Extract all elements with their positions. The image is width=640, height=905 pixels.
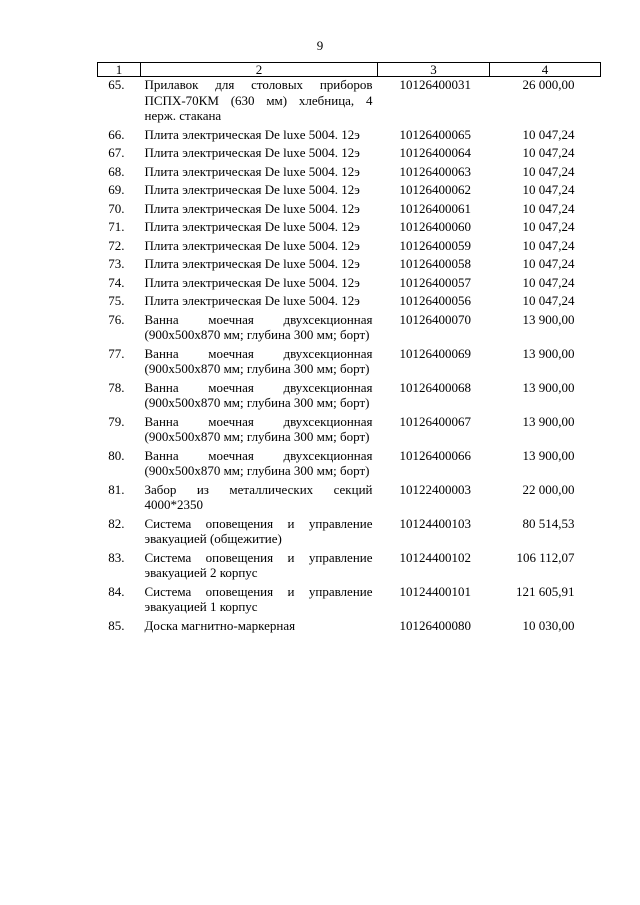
table-header xyxy=(98,63,601,77)
table-row xyxy=(98,516,601,550)
row-number: 81. xyxy=(108,481,125,497)
page-number: 9 xyxy=(316,38,324,53)
table-row xyxy=(98,238,601,257)
inventory-code: 10126400062 xyxy=(399,182,471,197)
item-cost: 10 047,24 xyxy=(522,126,575,142)
inventory-code: 10126400068 xyxy=(399,379,471,395)
table-row xyxy=(98,127,601,146)
table-row xyxy=(98,182,601,201)
inventory-code: 10126400031 xyxy=(399,77,471,92)
row-number: 70. xyxy=(108,200,125,216)
table-row xyxy=(98,414,601,448)
inventory-code: 10126400065 xyxy=(399,126,471,142)
item-cost: 10 047,24 xyxy=(522,237,575,253)
item-cost: 10 047,24 xyxy=(522,145,575,160)
inventory-code: 10126400058 xyxy=(399,256,471,271)
header-col-code: 3 xyxy=(378,63,490,77)
inventory-code: 10126400057 xyxy=(399,274,471,290)
table-body xyxy=(98,77,601,637)
table-row xyxy=(98,256,601,275)
item-cost: 13 900,00 xyxy=(522,345,575,361)
item-name: Система оповещения и управление эвакуацией 2 корпус xyxy=(144,549,373,580)
inventory-code: 10124400103 xyxy=(399,515,471,531)
row-number: 84. xyxy=(108,583,125,599)
header-col-number: 1 xyxy=(98,63,141,77)
item-name: Ванна моечная двухсекционная (900х500х870 мм; глубина 300 мм; борт) xyxy=(144,345,373,376)
table-row xyxy=(98,164,601,183)
table-row xyxy=(98,380,601,414)
item-name: Плита электрическая De luxe 5004. 12э xyxy=(144,126,360,142)
item-name: Плита электрическая De luxe 5004. 12э xyxy=(144,163,360,179)
inventory-code: 10126400056 xyxy=(399,293,471,308)
item-name: Ванна моечная двухсекционная (900х500х870 мм; глубина 300 мм; борт) xyxy=(144,413,373,444)
table-row xyxy=(98,550,601,584)
inventory-code: 10124400102 xyxy=(399,549,471,565)
table-row xyxy=(98,293,601,312)
inventory-code: 10126400059 xyxy=(399,237,471,253)
inventory-code: 10122400003 xyxy=(399,481,471,497)
item-cost: 13 900,00 xyxy=(522,413,575,429)
inventory-code: 10126400061 xyxy=(399,200,471,216)
item-cost: 10 047,24 xyxy=(522,256,575,271)
row-number: 72. xyxy=(108,237,125,253)
item-cost: 10 047,24 xyxy=(522,200,575,216)
inventory-code: 10126400064 xyxy=(399,145,471,160)
item-cost: 13 900,00 xyxy=(522,379,575,395)
header-col-name: 2 xyxy=(141,63,378,77)
item-name: Система оповещения и управление эвакуацией 1 корпус xyxy=(144,583,373,614)
inventory-code: 10124400101 xyxy=(399,583,471,599)
row-number: 73. xyxy=(108,256,125,271)
row-number: 79. xyxy=(108,413,125,429)
item-name: Плита электрическая De luxe 5004. 12э xyxy=(144,274,360,290)
row-number: 65. xyxy=(108,77,125,92)
table-row xyxy=(98,312,601,346)
inventory-code: 10126400060 xyxy=(399,219,471,234)
item-name: Система оповещения и управление эвакуацией (общежитие) xyxy=(144,515,373,546)
item-name: Плита электрическая De luxe 5004. 12э xyxy=(144,219,360,234)
item-name: Ванна моечная двухсекционная (900х500х870 мм; глубина 300 мм; борт) xyxy=(144,311,373,342)
item-cost: 106 112,07 xyxy=(516,549,575,565)
item-cost: 10 030,00 xyxy=(522,617,575,633)
row-number: 76. xyxy=(108,311,125,327)
item-cost: 10 047,24 xyxy=(522,274,575,290)
row-number: 78. xyxy=(108,379,125,395)
row-number: 77. xyxy=(108,345,125,361)
header-row xyxy=(98,63,601,77)
item-name: Плита электрическая De luxe 5004. 12э xyxy=(144,293,360,308)
row-number: 71. xyxy=(108,219,125,234)
inventory-code: 10126400063 xyxy=(399,163,471,179)
inventory-code: 10126400080 xyxy=(399,617,471,633)
table-row xyxy=(98,346,601,380)
item-name: Ванна моечная двухсекционная (900х500х870 мм; глубина 300 мм; борт) xyxy=(144,447,373,478)
item-cost: 10 047,24 xyxy=(522,182,575,197)
row-number: 82. xyxy=(108,515,125,531)
item-cost: 22 000,00 xyxy=(522,481,575,497)
table-row xyxy=(98,275,601,294)
item-name: Плита электрическая De luxe 5004. 12э xyxy=(144,237,360,253)
table-row xyxy=(98,77,601,127)
item-name: Плита электрическая De luxe 5004. 12э xyxy=(144,182,360,197)
item-name: Доска магнитно-маркерная xyxy=(144,617,296,633)
item-name: Прилавок для столовых приборов ПСПХ-70КМ (630 мм) хлебница, 4 нерж. стакана xyxy=(144,77,373,123)
table-row xyxy=(98,201,601,220)
row-number: 85. xyxy=(108,617,125,633)
row-number: 67. xyxy=(108,145,125,160)
header-col-cost: 4 xyxy=(490,63,601,77)
row-number: 68. xyxy=(108,163,125,179)
table-row xyxy=(98,145,601,164)
inventory-code: 10126400067 xyxy=(399,413,471,429)
item-name: Забор из металлических секций 4000*2350 xyxy=(144,481,373,512)
item-name: Плита электрическая De luxe 5004. 12э xyxy=(144,145,360,160)
table-row xyxy=(98,618,601,637)
row-number: 66. xyxy=(108,126,125,142)
row-number: 69. xyxy=(108,182,125,197)
item-name: Плита электрическая De luxe 5004. 12э xyxy=(144,256,360,271)
row-number: 74. xyxy=(108,274,125,290)
row-number: 75. xyxy=(108,293,125,308)
table-row xyxy=(98,584,601,618)
row-number: 80. xyxy=(108,447,125,463)
row-number: 83. xyxy=(108,549,125,565)
inventory-code: 10126400070 xyxy=(399,311,471,327)
item-cost: 10 047,24 xyxy=(522,163,575,179)
table-row xyxy=(98,219,601,238)
item-cost: 80 514,53 xyxy=(522,515,575,531)
item-cost: 13 900,00 xyxy=(522,447,575,463)
inventory-code: 10126400069 xyxy=(399,345,471,361)
inventory-code: 10126400066 xyxy=(399,447,471,463)
item-cost: 121 605,91 xyxy=(516,583,575,599)
table-row xyxy=(98,448,601,482)
item-cost: 10 047,24 xyxy=(522,219,575,234)
item-cost: 10 047,24 xyxy=(522,293,575,308)
item-name: Ванна моечная двухсекционная (900х500х870 мм; глубина 300 мм; борт) xyxy=(144,379,373,410)
item-name: Плита электрическая De luxe 5004. 12э xyxy=(144,200,360,216)
inventory-table xyxy=(97,62,601,636)
item-cost: 13 900,00 xyxy=(522,311,575,327)
item-cost: 26 000,00 xyxy=(522,77,575,92)
table-row xyxy=(98,482,601,516)
